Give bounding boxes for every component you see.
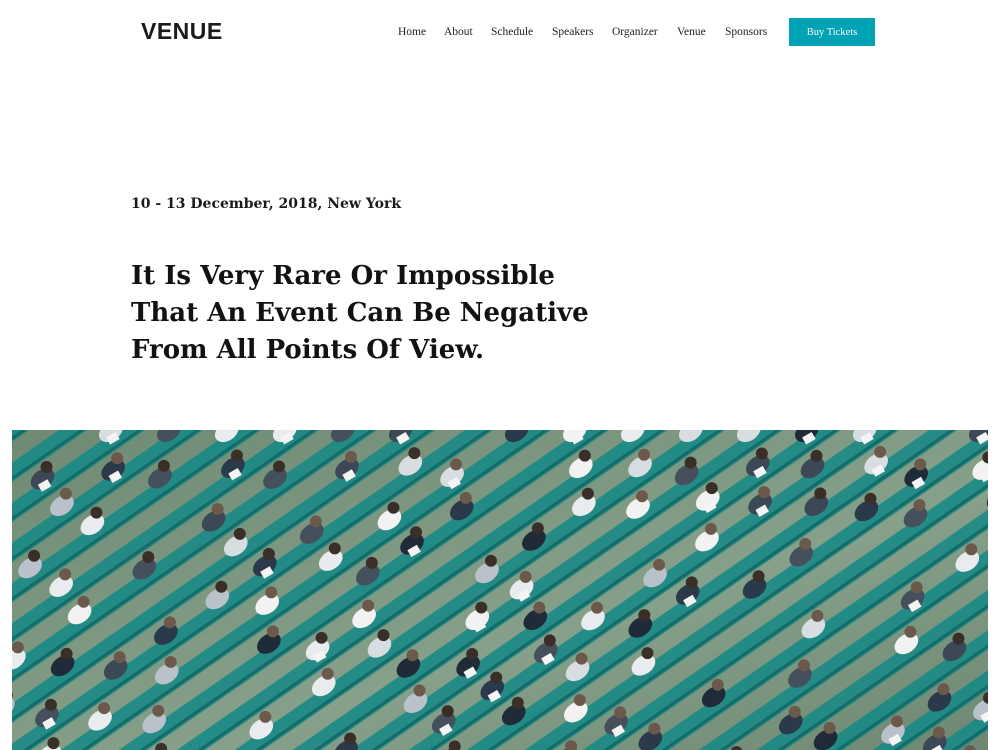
headline-line: That An Event Can Be Negative: [131, 298, 589, 328]
nav-item-organizer[interactable]: Organizer: [612, 26, 658, 38]
nav-item-about[interactable]: About: [444, 26, 473, 38]
nav-item-venue[interactable]: Venue: [677, 26, 706, 38]
headline-line: From All Points Of View.: [131, 335, 485, 365]
conference-audience-photo: [12, 430, 988, 750]
site-logo[interactable]: VENUE: [141, 18, 223, 44]
buy-tickets-button[interactable]: Buy Tickets: [789, 18, 875, 46]
site-header: [0, 0, 1000, 64]
event-date-location: 10 - 13 December, 2018, New York: [131, 196, 402, 212]
nav-item-home[interactable]: Home: [398, 26, 427, 38]
audience-illustration: [12, 430, 988, 750]
headline-line: It Is Very Rare Or Impossible: [131, 261, 555, 291]
nav-item-sponsors[interactable]: Sponsors: [725, 26, 768, 38]
nav-item-schedule[interactable]: Schedule: [491, 26, 534, 38]
hero-headline: [131, 258, 591, 369]
nav-item-speakers[interactable]: Speakers: [552, 26, 594, 38]
